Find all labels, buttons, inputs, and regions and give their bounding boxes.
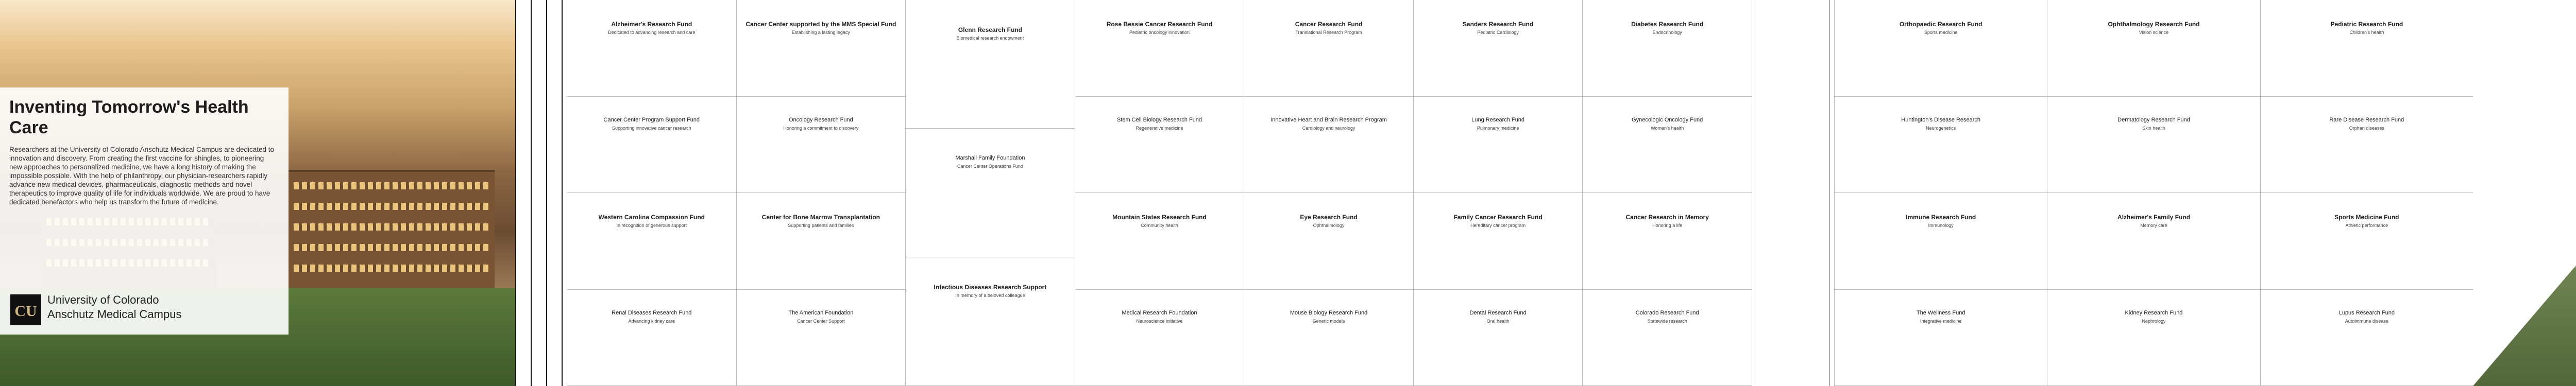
donor-name: The Wellness Fund [1916,310,1965,317]
donor-column [2047,0,2260,386]
donor-note: Sports medicine [1924,29,1958,35]
donor-plaque [567,97,737,194]
donor-note: Vision science [2139,29,2169,35]
donor-column [1075,0,1245,386]
divider-line [515,0,516,386]
donor-name: Family Cancer Research Fund [1453,213,1543,221]
donor-name: Ophthalmology Research Fund [2108,20,2200,28]
donor-note: Genetic models [1312,319,1345,324]
donor-name: Mountain States Research Fund [1112,213,1207,221]
donor-note: Oral health [1486,319,1510,324]
donor-name: Medical Research Foundation [1122,310,1197,317]
donor-name: Rose Bessie Cancer Research Fund [1106,20,1213,28]
donor-plaque [737,97,906,194]
donor-plaque [2047,290,2260,386]
donor-wall-2 [1834,0,2473,386]
donor-name: Oncology Research Fund [788,117,853,124]
donor-plaque [1414,0,1583,97]
donor-name: The American Foundation [788,310,854,317]
donor-note: Pulmonary medicine [1477,126,1519,131]
donor-plaque [1835,97,2047,194]
donor-note: In recognition of generous support [616,222,687,228]
cu-shield-icon [9,293,42,326]
donor-plaque [567,193,737,290]
divider-line [546,0,547,386]
donor-plaque [1244,97,1414,194]
donor-note: Advancing kidney care [628,319,675,324]
donor-name: Orthopaedic Research Fund [1899,20,1982,28]
donor-note: Athletic performance [2345,222,2388,228]
donor-note: Translational Research Program [1295,29,1362,35]
donor-plaque [1835,193,2047,290]
donor-plaque [1244,290,1414,386]
donor-plaque [1583,0,1752,97]
donor-name: Cancer Research in Memory [1625,213,1709,221]
donor-plaque [2047,0,2260,97]
divider-line [531,0,532,386]
donor-column [1244,0,1414,386]
donor-plaque [1583,290,1752,386]
donor-name: Alzheimer's Family Fund [2117,213,2190,221]
donor-name: Renal Diseases Research Fund [612,310,692,317]
donor-name: Infectious Diseases Research Support [934,284,1047,291]
donor-plaque [1075,0,1245,97]
donor-note: Statewide research [1647,319,1687,324]
donor-column [2261,0,2473,386]
donor-plaque [1244,0,1414,97]
donor-note: Integrative medicine [1920,319,1962,324]
donor-column [1835,0,2047,386]
donor-note: Biomedical research endowment [956,36,1024,41]
donor-note: Cancer Center Operations Fund [957,164,1023,169]
logo-text-line-1: University of Colorado [47,293,159,306]
donor-plaque [1075,290,1245,386]
donor-name: Kidney Research Fund [2125,310,2183,317]
donor-plaque [2261,290,2473,386]
donor-note: Community health [1141,222,1178,228]
donor-note: Pediatric Cardiology [1477,29,1519,35]
svg-text:CU: CU [14,303,37,320]
donor-wall [567,0,1752,386]
donor-column [567,0,737,386]
building-shape [289,170,495,290]
donor-plaque [737,0,906,97]
donor-note: Ophthalmology [1313,222,1345,228]
donor-note: Honoring a commitment to discovery [783,126,859,131]
donor-note: Pediatric oncology innovation [1129,29,1190,35]
wedge-shape [2473,0,2576,386]
donor-note: Memory care [2140,222,2167,228]
donor-name: Eye Research Fund [1300,213,1358,221]
donor-name: Glenn Research Fund [958,26,1022,33]
logo-text-line-2: Anschutz Medical Campus [47,308,182,321]
donor-plaque [1835,290,2047,386]
donor-note: Immunology [1928,222,1954,228]
donor-name: Gynecologic Oncology Fund [1632,117,1703,124]
donor-name: Western Carolina Compassion Fund [598,213,705,221]
donor-plaque [1583,193,1752,290]
donor-note: Regenerative medicine [1136,126,1183,131]
donor-plaque [737,290,906,386]
donor-plaque [2047,193,2260,290]
donor-plaque [567,0,737,97]
donor-name: Marshall Family Foundation [955,155,1025,161]
donor-note: Neurogenetics [1926,126,1956,131]
donor-column [906,0,1075,386]
donor-name: Pediatric Research Fund [2330,20,2403,28]
donor-column [737,0,906,386]
donor-note: In memory of a beloved colleague [955,293,1025,298]
donor-plaque [2261,97,2473,194]
divider-line [562,0,563,386]
donor-column [1414,0,1583,386]
donor-plaque [1414,290,1583,386]
donor-name: Innovative Heart and Brain Research Program [1270,117,1387,124]
donor-name: Colorado Research Fund [1635,310,1699,317]
donor-note: Autoimmune disease [2345,319,2388,324]
donor-name: Dermatology Research Fund [2117,117,2190,124]
donor-note: Endocrinology [1652,29,1682,35]
donor-plaque [1583,97,1752,194]
donor-column [1583,0,1752,386]
donor-plaque [1835,0,2047,97]
panel-title: Inventing Tomorrow's Health Care [9,97,249,137]
donor-note: Children's health [2349,29,2384,35]
donor-name: Cancer Research Fund [1295,20,1363,28]
donor-name: Dental Research Fund [1469,310,1527,317]
donor-note: Orphan diseases [2349,126,2384,131]
donor-note: Nephrology [2142,319,2166,324]
donor-note: Cardiology and neurology [1302,126,1355,131]
donor-note: Skin health [2142,126,2165,131]
donor-name: Huntington's Disease Research [1901,117,1981,124]
donor-plaque [2047,97,2260,194]
donor-name: Immune Research Fund [1906,213,1976,221]
donor-name: Cancer Center Program Support Fund [603,117,700,124]
donor-plaque [2261,0,2473,97]
info-panel-left [0,87,289,335]
donor-name: Alzheimer's Research Fund [611,20,692,28]
donor-plaque [906,129,1075,257]
donor-plaque [1414,193,1583,290]
donor-name: Sports Medicine Fund [2334,213,2399,221]
panel-body: Researchers at the University of Colorado Anschutz Medical Campus are dedicated to innovation and discovery. From creating the first vaccine for shingles, to pioneering new approaches to personalized medicine, we have a long history of making the impossible possible. With the help of philanthropy, our physician-researchers rapidly advance new medical devices, pharmaceuticals, diagnostic methods and novel therapeutics to improve quality of life for individuals worldwide. We are proud to have dedicated benefactors who help us transform the future of medicine. [9,146,275,206]
donor-note: Honoring a life [1652,222,1683,228]
donor-name: Lung Research Fund [1471,117,1524,124]
donor-plaque [906,0,1075,129]
donor-name: Center for Bone Marrow Transplantation [761,213,880,221]
donor-note: Establishing a lasting legacy [791,29,850,35]
donor-plaque [906,257,1075,386]
donor-plaque [567,290,737,386]
donor-note: Hereditary cancer program [1470,222,1526,228]
donor-name: Sanders Research Fund [1462,20,1534,28]
donor-plaque [2261,193,2473,290]
donor-note: Neuroscience initiative [1136,319,1183,324]
donor-plaque [1414,97,1583,194]
donor-name: Cancer Center supported by the MMS Special Fund [745,20,896,28]
donor-name: Lupus Research Fund [2338,310,2395,317]
cu-logo [9,293,42,329]
donor-plaque [1075,97,1245,194]
donor-plaque [737,193,906,290]
donor-name: Rare Disease Research Fund [2329,117,2404,124]
donor-plaque [1075,193,1245,290]
donor-note: Supporting innovative cancer research [612,126,691,131]
donor-note: Dedicated to advancing research and care [608,29,696,35]
donor-note: Women's health [1651,126,1684,131]
donor-name: Diabetes Research Fund [1631,20,1704,28]
donor-plaque [1244,193,1414,290]
donor-name: Mouse Biology Research Fund [1290,310,1368,317]
donor-note: Cancer Center Support [797,319,845,324]
donor-name: Stem Cell Biology Research Fund [1116,117,1202,124]
donor-note: Supporting patients and families [788,222,854,228]
